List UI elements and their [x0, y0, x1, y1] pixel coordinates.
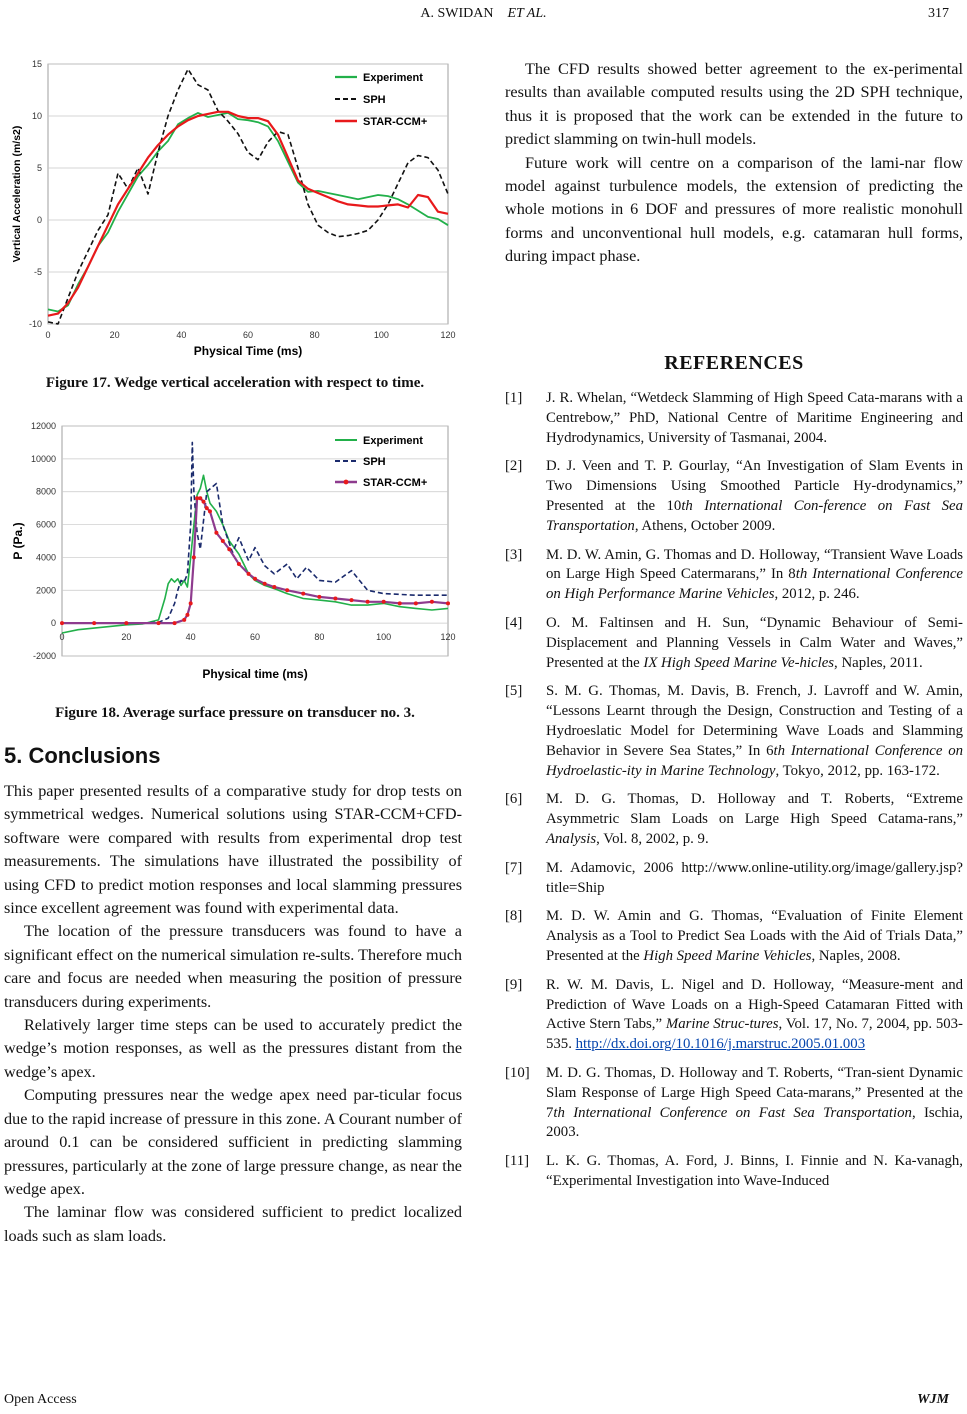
y-tick-label: 10 — [31, 111, 42, 121]
series-point — [189, 601, 193, 605]
series-point — [285, 588, 289, 592]
reference-text-tail: , Naples, 2011. — [834, 654, 923, 671]
reference-item — [505, 859, 963, 899]
reference-doi-link[interactable]: http://dx.doi.org/10.1016/j.marstruc.2005.01.003 — [575, 1036, 866, 1053]
reference-venue: th International Con-ference on Fast Sea Transportation — [546, 497, 963, 534]
references-heading: REFERENCES — [664, 352, 804, 374]
conclusions-heading: 5. Conclusions — [4, 743, 161, 768]
reference-text: M. Adamovic, 2006 http://www.online-utility.org/image/gallery.jsp?title=Ship — [546, 859, 963, 896]
y-tick-label: 0 — [50, 618, 56, 629]
conclusions-paragraph: The laminar flow was considered sufficient to predict localized loads such as slam loads. — [4, 1203, 462, 1245]
figure-17-caption: Figure 17. Wedge vertical acceleration with respect to time. — [45, 375, 425, 391]
y-tick-label: 5 — [36, 163, 42, 173]
reference-text-tail: , Tokyo, 2012, pp. 163-172. — [775, 762, 940, 779]
reference-number: [4] — [505, 614, 523, 631]
x-tick-label: 40 — [185, 632, 196, 642]
y-tick-label: 6000 — [35, 519, 56, 530]
future-work-body — [505, 58, 963, 269]
series-point — [208, 509, 212, 513]
footer-open-access: Open Access — [4, 1392, 77, 1407]
x-axis-label: Physical time (ms) — [202, 667, 308, 681]
reference-venue: High Speed Marine Vehicles — [643, 947, 812, 964]
series-point — [221, 539, 225, 543]
reference-number: [5] — [505, 683, 523, 700]
reference-text-tail: , Ischia, 2003. — [546, 1104, 963, 1141]
y-axis-label: Vertical Acceleration (m/s2) — [11, 125, 23, 263]
x-tick-label: 20 — [121, 632, 132, 642]
reference-item — [505, 389, 963, 448]
reference-venue: th International Conference on High Performance Marine Vehicles — [546, 566, 964, 603]
x-tick-label: 0 — [45, 330, 51, 340]
x-tick-label: 100 — [376, 632, 392, 642]
series-point — [182, 618, 186, 622]
series-point — [157, 621, 161, 625]
reference-text: M. D. G. Thomas, D. Holloway and T. Roberts, “Extreme Asymmetric Slam Loads on Large High Speed Catama-rans,” — [546, 791, 963, 828]
figure-18-chart — [0, 413, 470, 688]
x-tick-label: 120 — [440, 632, 456, 642]
series-point — [205, 506, 209, 510]
reference-text: L. K. G. Thomas, A. Ford, J. Binns, I. Finnie and N. Ka-vanagh, “Experimental Investigation into Wave-Induced — [546, 1153, 963, 1189]
series-point — [173, 621, 177, 625]
conclusions-paragraph: Computing pressures near the wedge apex need par-ticular focus due to the rapid increase of pressure in this zone. A Courant number of around 0.1 can be considered sufficient in predicting slamming pressures, particularly at the zone of large pressure change, as near the wedge apex. — [4, 1086, 462, 1198]
reference-number: [7] — [505, 859, 523, 876]
reference-number: [2] — [505, 458, 523, 475]
series-point — [253, 577, 257, 581]
series-point — [263, 582, 267, 586]
y-tick-label: -2000 — [32, 651, 56, 661]
plot-area — [62, 426, 448, 656]
y-tick-label: 12000 — [30, 421, 56, 431]
reference-number: [3] — [505, 546, 523, 563]
figure-17-chart — [0, 50, 470, 365]
reference-item — [505, 907, 963, 966]
reference-venue: th International Conference on Fast Sea Transportation — [553, 1104, 912, 1121]
y-tick-label: 0 — [36, 215, 42, 225]
series-point — [185, 613, 189, 617]
reference-venue: Marine Struc-tures — [665, 1016, 779, 1033]
legend-marker — [344, 480, 349, 485]
header-author: A. SWIDAN — [420, 6, 494, 21]
reference-text-tail: , Naples, 2008. — [811, 947, 901, 964]
header-etal: ET AL. — [507, 6, 547, 21]
running-header — [0, 6, 967, 22]
reference-number: [1] — [505, 390, 523, 406]
reference-text: O. M. Faltinsen and H. Sun, “Dynamic Behaviour of Semi-Displacement and Planning Vessels in Calm Water and Waves,” Presented at the — [546, 614, 963, 671]
reference-item — [505, 682, 963, 781]
x-tick-label: 120 — [440, 330, 456, 340]
reference-number: [6] — [505, 791, 523, 808]
series-point — [214, 531, 218, 535]
series-point — [333, 597, 337, 601]
x-tick-label: 0 — [59, 632, 65, 642]
series-point — [247, 572, 251, 576]
series-point — [192, 555, 196, 559]
reference-number: [10] — [505, 1064, 530, 1081]
reference-text-tail: , Vol. 8, 2002, p. 9. — [596, 830, 709, 847]
y-tick-label: 10000 — [30, 453, 56, 464]
series-point — [60, 621, 64, 625]
series-point — [92, 621, 96, 625]
references-list — [505, 389, 963, 1201]
series-point — [272, 585, 276, 589]
y-axis-label: P (Pa.) — [11, 522, 25, 560]
series-point — [350, 598, 354, 602]
x-axis-label: Physical Time (ms) — [193, 344, 303, 358]
x-tick-label: 80 — [314, 632, 325, 642]
reference-text-tail: , Vol. 17, No. 7, 2004, pp. 503-535. — [546, 1016, 963, 1053]
reference-text: M. D. G. Thomas, D. Holloway and T. Roberts, “Tran-sient Dynamic Slam Response of Large High Speed Cata-marans,” Presented at the 7 — [546, 1064, 963, 1121]
footer-journal: WJM — [917, 1392, 949, 1407]
legend-label: Experiment — [363, 72, 423, 84]
reference-item — [505, 457, 963, 536]
series-point — [124, 621, 128, 625]
reference-item — [505, 790, 963, 849]
plot-area — [48, 64, 448, 324]
legend-label: Experiment — [363, 435, 423, 447]
y-tick-label: -10 — [28, 319, 42, 329]
x-tick-label: 60 — [242, 330, 254, 340]
page-number: 317 — [928, 6, 949, 21]
reference-text: R. W. M. Davis, L. Nigel and D. Holloway, “Measure-ment and Prediction of Wave Loads on a High-Speed Catamaran Fitted with Active Stern Tabs,” — [546, 976, 963, 1033]
legend-label: STAR-CCM+ — [363, 116, 428, 128]
conclusions-paragraph: The location of the pressure transducers was found to have a significant effect on the numerical simulation re-sults. Therefore much care and focus are needed when measuring the position of pressure transducers during experiments. — [4, 922, 462, 1011]
x-tick-label: 40 — [176, 330, 187, 340]
x-tick-label: 80 — [309, 330, 320, 340]
reference-text: S. M. G. Thomas, M. Davis, B. French, J. Lavroff and W. Amin, “Lessons Learnt through the Design, Construction and Testing of a Hydroeslatic Model for Determining Wave Loads and Slamming Behavior in Severe Sea States,” In 6 — [546, 683, 963, 759]
series-point — [301, 592, 305, 596]
series-point — [237, 562, 241, 566]
conclusions-body — [4, 780, 462, 1248]
series-point — [398, 601, 402, 605]
right-paragraph: Future work will centre on a comparison of the lami-nar flow model against turbulence models, the extension of predicting the whole motions in 6 DOF and pressures of more realistic monohull forms and unconventional hull models, e.g. catamaran hull forms, during impact phase. — [505, 153, 963, 266]
reference-number: [11] — [505, 1153, 530, 1170]
reference-text-tail: , 2012, p. 246. — [774, 586, 860, 603]
reference-text: J. R. Whelan, “Wetdeck Slamming of High Speed Cata-marans with a Centrebow,” PhD, National Centre of Maritime Engineering and Hydrodynamics, University of Tasmanai, 2004. — [546, 390, 963, 446]
legend-label: STAR-CCM+ — [363, 477, 428, 489]
reference-item — [505, 1152, 963, 1192]
legend-label: SPH — [363, 94, 386, 106]
series-point — [446, 601, 450, 605]
right-paragraph: The CFD results showed better agreement to the ex-perimental results than available computed results using the 2D SPH technique, thus it is proposed that the work can be extended in the future to predict slamming on twin-hull models. — [505, 60, 963, 149]
y-tick-label: 4000 — [35, 552, 56, 563]
y-tick-label: 2000 — [35, 585, 56, 596]
series-point — [227, 547, 231, 551]
series-point — [366, 600, 370, 604]
reference-item — [505, 1064, 963, 1143]
series-point — [198, 496, 202, 500]
reference-text-tail: , Athens, October 2009. — [634, 517, 776, 534]
series-point — [202, 500, 206, 504]
figure-18-caption: Figure 18. Average surface pressure on transducer no. 3. — [55, 705, 415, 721]
reference-item — [505, 546, 963, 605]
y-tick-label: -5 — [33, 267, 42, 277]
reference-venue: Analysis — [546, 830, 597, 847]
reference-item — [505, 976, 963, 1055]
x-tick-label: 60 — [249, 632, 261, 642]
x-tick-label: 100 — [373, 330, 389, 340]
reference-text: M. D. W. Amin, G. Thomas and D. Holloway, “Transient Wave Loads on Large High Speed Catermarans,” In 8 — [546, 546, 963, 583]
y-tick-label: 8000 — [35, 486, 56, 497]
reference-number: [8] — [505, 908, 523, 925]
conclusions-paragraph: Relatively larger time steps can be used to accurately predict the wedge’s motion responses, as well as the pressures distant from the wedge’s apex. — [4, 1016, 462, 1081]
reference-text: M. D. W. Amin and G. Thomas, “Evaluation of Finite Element Analysis as a Tool to Predict Sea Loads with the Aid of Trials Data,” Presented at the — [546, 908, 963, 964]
legend-label: SPH — [363, 456, 386, 468]
reference-venue: IX High Speed Marine Ve-hicles — [643, 654, 835, 671]
series-point — [382, 600, 386, 604]
reference-venue: th International Conference on Hydroelastic-ity in Marine Technology — [546, 742, 963, 779]
reference-number: [9] — [505, 976, 523, 993]
conclusions-paragraph: This paper presented results of a comparative study for drop tests on symmetrical wedges. Numerical solutions using STAR-CCM+CFD-software were compared with results from experimental drop test measurements. The simulations have illustrated the possibility of using CFD to predict motion responses and local slamming pressures since excellent agreement was found with experimental data. — [4, 782, 462, 918]
y-tick-label: 15 — [31, 59, 42, 69]
reference-item — [505, 614, 963, 673]
series-point — [414, 601, 418, 605]
series-point — [430, 600, 434, 604]
series-point — [317, 595, 321, 599]
reference-text: D. J. Veen and T. P. Gourlay, “An Investigation of Slam Events in Two Dimensions Using Smoothed Particle Hy-drodynamics,” Presented at the 10 — [546, 458, 963, 514]
x-tick-label: 20 — [109, 330, 120, 340]
